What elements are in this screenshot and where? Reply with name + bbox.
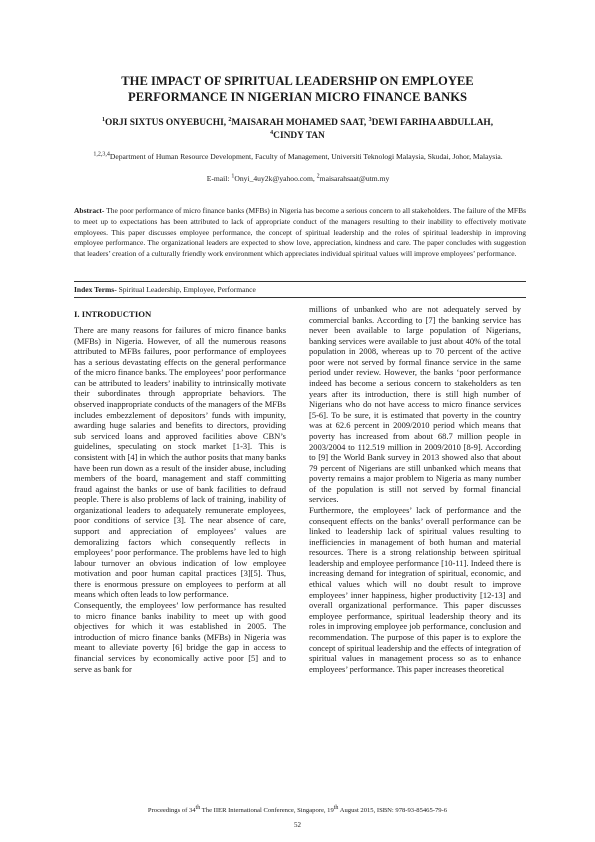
abstract-label: Abstract- <box>74 206 105 215</box>
affiliation <box>62 152 534 163</box>
body-paragraph: Furthermore, the employees’ lack of performance and the consequent effects on the banks’ overall performance can be linked to leadership lack of spiritual values resulting to inefficiencies in management of both human and material resources. There is a strong relationship between spiritual leadership and employee performance [10-11]. Indeed there is increasing demand for integration of spiritual, economic, and ethical values which will no doubt result to improve employees’ inner happiness, higher productivity [12-13] and overall organizational performance. This paper discusses employee performance, spiritual leadership theory and its roles in improving employee job performance, conclusion and recommendation. The purpose of this paper is to explore the concept of spiritual leadership and the effects of integration of spiritual values in management process so as to enhance employees’ performance. This paper increases theoretical <box>309 504 521 674</box>
section-heading-introduction: I. INTRODUCTION <box>74 309 152 319</box>
page-number: 52 <box>294 821 301 829</box>
author-1: ORJI SIXTUS ONYEBUCHI, <box>104 118 229 128</box>
email-1: Onyi_4uy2k@yahoo.com, <box>234 174 317 183</box>
right-column <box>309 304 521 674</box>
index-terms-text: Spiritual Leadership, Employee, Performance <box>116 285 256 294</box>
title-line-1: THE IMPACT OF SPIRITUAL LEADERSHIP ON EMPLOYEE <box>121 74 474 88</box>
author-2-superscript: 2 <box>228 116 232 123</box>
index-terms-top-rule <box>74 281 526 282</box>
body-paragraph: There are many reasons for failures of micro finance banks (MFBs) in Nigeria. However, of all the numerous reasons attributed to MFBs failures, poor performance of employees has a serious devastating effects on the general performance of the micro finance banks. The employees’ poor performance can be attributed to leaders’ inability to intrinsically motivate their subordinates through appropriate behaviors. The observed inappropriate conducts of the managers of the MFBs includes embezzlement of depositors’ funds with impunity, awarding huge salaries and benefits to directors, providing sub serviced loans and approved facilities above CBN’s guidelines, speculating on stock market [1-3]. This is consistent with [4] in which the author posits that many banks have been run down as a result of the insider abuse, including members of the board, management and staff committing fraud against the banks or use of bank facilities to defraud people. There is also problems of lack of training, inability of organizational leaders to adequately remunerate employees, poor conditions of service [3]. The near absence of care, support and appreciation of employees’ values are demoralizing factors which consequently reflects in employees’ poor performance. The problems have led to high labour turnover an obvious indication of low employee motivation and poor human capital practices [3][5]. Thus, there is enormous pressure on employees to perform at all means which often leads to low performance. <box>74 325 286 600</box>
footer-suffix: August 2015, ISBN: 978-93-85465-79-6 <box>338 807 448 814</box>
abstract-text: The poor performance of micro finance banks (MFBs) in Nigeria has become a serious concern to all stakeholders. The failure of the MFBs to meet up to expectations has been attributed to lack of appropriate conduct of the managers resulting to their inability to effectively motivate employees. This paper discusses employee performance, the concept of spiritual leadership and the roles of spiritual leadership in improving employee performance. The organizational leaders are expected to show love, appreciation, kindness and care. The paper concludes with suggestion that leaders’ creation of a culturally friendly work environment which appreciates individual spiritual values will improve employees’ performance. <box>74 206 526 259</box>
affiliation-superscript: 1,2,3,4 <box>93 151 110 158</box>
author-4: CINDY TAN <box>273 130 325 141</box>
email-1-superscript: 1 <box>231 173 235 180</box>
index-terms <box>74 285 526 295</box>
paper-title <box>60 73 535 105</box>
abstract <box>74 206 526 260</box>
footer-superscript-2: th <box>333 804 339 811</box>
left-column <box>74 308 286 674</box>
contact-emails <box>62 174 534 185</box>
conference-footer <box>60 806 535 815</box>
title-line-2: PERFORMANCE IN NIGERIAN MICRO FINANCE BANKS <box>128 90 467 104</box>
footer-middle: The IIER International Conference, Singapore, 19 <box>200 807 334 814</box>
body-paragraph: Consequently, the employees’ low performance has resulted to micro finance banks inability to meet up with good objectives for which it was established in 2005. The introduction of micro finance banks (MFBs) in Nigeria was meant to alleviate poverty [6] bridge the gap in access to financial services by economically active poor [5] and to serve as bank for <box>74 600 286 674</box>
author-list <box>70 117 525 142</box>
author-1-superscript: 1 <box>101 116 105 123</box>
body-paragraph: millions of unbanked who are not adequately served by commercial banks. According to [7] the banking service has never been available to large population of Nigerians, banking services were available to just about 40% of the total population in 2008, whereas up to 70 percent of the active poor were not served by formal finance service in the same period under review. However, the banks ‘poor performance indeed has become a serious concern to stakeholders as ten years after its introduction, there is still high number of Nigerians who do not have access to micro finance services [5-6]. To be sure, it is estimated that poverty in the country was at 62.6 percent in 2009/2010 period which means that poverty has increased from about 68.7 million people in 2003/2004 to 112.519 million in 2009/2010 [8-9]. According to [9] the World Bank survey in 2013 showed also that about 79 percent of Nigerians are still unbanked which means that poverty remains a major problem to Nigeria as many number of the population is still not served by formal financial services. <box>309 304 521 505</box>
author-4-superscript: 4 <box>270 129 274 136</box>
email-prefix: E-mail: <box>206 174 232 183</box>
email-2-superscript: 2 <box>316 173 320 180</box>
author-3-superscript: 3 <box>368 116 372 123</box>
affiliation-text: Department of Human Resource Development, Faculty of Management, Universiti Teknologi Malaysia, Skudai, Johor, Malaysia. <box>109 152 503 161</box>
index-terms-bottom-rule <box>74 297 526 298</box>
author-3: DEWI FARIHA ABDULLAH, <box>371 118 494 128</box>
author-2: MAISARAH MOHAMED SAAT, <box>231 118 369 128</box>
footer-prefix: Proceedings of 34 <box>147 807 196 814</box>
index-terms-label: Index Terms- <box>74 285 117 294</box>
email-2: maisarahsaat@utm.my <box>319 174 390 183</box>
footer-superscript-1: th <box>195 804 201 811</box>
